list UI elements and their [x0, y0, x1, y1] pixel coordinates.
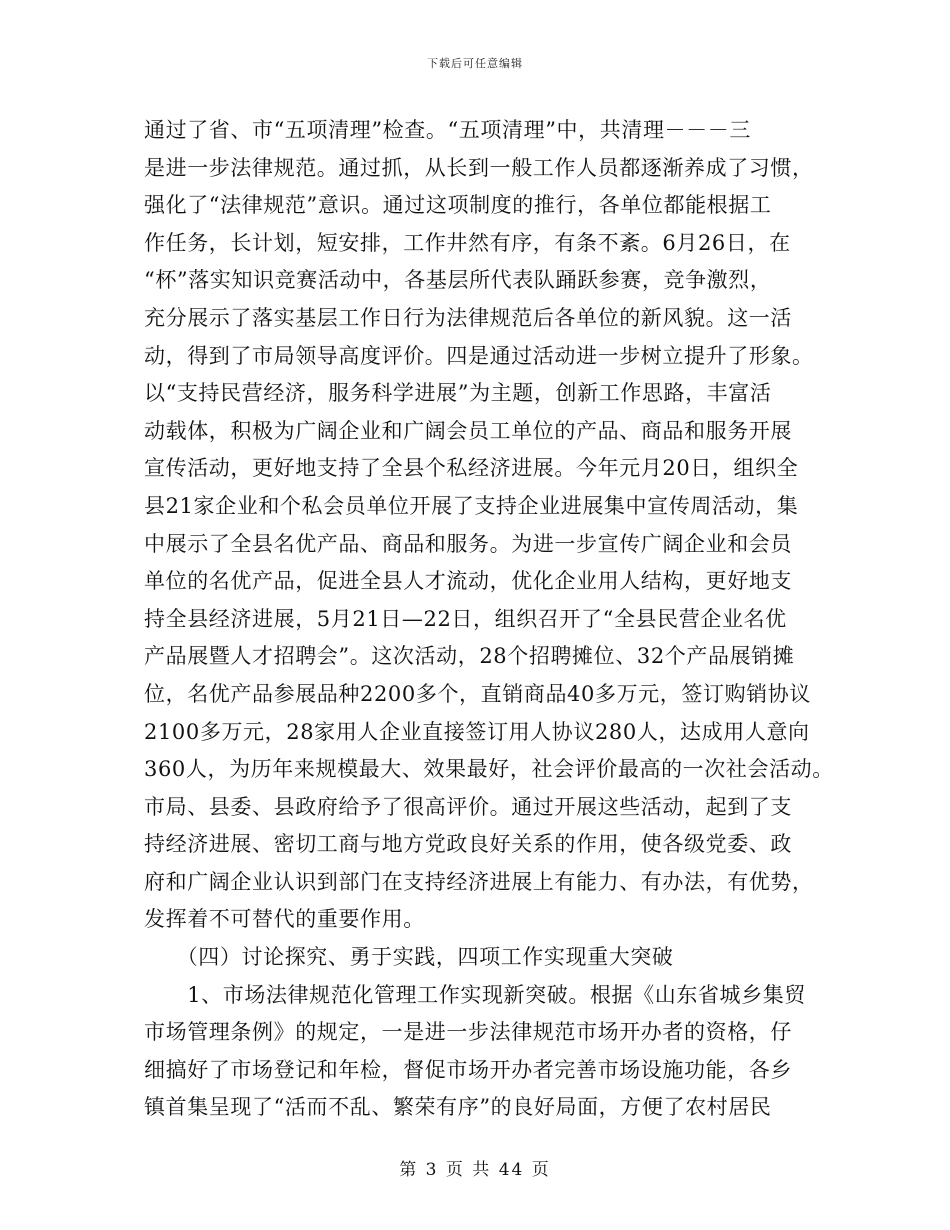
- section-heading: （四）讨论探究、勇于实践，四项工作实现重大突破: [144, 945, 674, 970]
- text-line: 细搞好了市场登记和年检，督促市场开办者完善市场设施功能，各乡: [144, 1057, 792, 1082]
- text-line: 持全县经济进展，5月21日—22日，组织召开了“全县民营企业名优: [144, 606, 787, 631]
- text-line: 宣传活动，更好地支持了全县个私经济进展。今年元月20日，组织全: [144, 456, 799, 481]
- text-line: 1、市场法律规范化管理工作实现新突破。根据《山东省城乡集贸: [144, 982, 806, 1007]
- text-line: 作任务，长计划，短安排，工作井然有序，有条不紊。6月26日，在: [144, 230, 791, 255]
- page-number: 第 3 页 共 44 页: [399, 1160, 551, 1180]
- text-line: 以“支持民营经济，服务科学进展”为主题，创新工作思路，丰富活: [144, 381, 772, 406]
- text-line: 位，名优产品参展品种2200多个，直销商品40多万元，签订购销协议: [144, 681, 811, 706]
- text-line: 发挥着不可替代的重要作用。: [144, 907, 425, 932]
- text-line: 持经济进展、密切工商与地方党政良好关系的作用，使各级党委、政: [144, 832, 792, 857]
- text-line: 市场管理条例》的规定，一是进一步法律规范市场开办者的资格，仔: [144, 1020, 792, 1045]
- text-line: 360人，为历年来规模最大、效果最好，社会评价最高的一次社会活动。: [144, 757, 834, 782]
- text-line: 动，得到了市局领导高度评价。四是通过活动进一步树立提升了形象。: [144, 343, 814, 368]
- text-line: “杯”落实知识竞赛活动中，各基层所代表队踊跃参赛，竞争激烈，: [144, 268, 772, 293]
- text-line: 府和广阔企业认识到部门在支持经济进展上有能力、有办法，有优势，: [144, 869, 814, 894]
- text-line: 动载体，积极为广阔企业和广阔会员工单位的产品、商品和服务开展: [144, 418, 792, 443]
- text-line: 产品展暨人才招聘会”。这次活动，28个招聘摊位、32个产品展销摊: [144, 644, 795, 669]
- text-line: 强化了“法律规范”意识。通过这项制度的推行，各单位都能根据工: [144, 193, 772, 218]
- document-body: [144, 112, 834, 1127]
- page-header: 下载后可任意编辑: [427, 57, 523, 70]
- text-line: 单位的名优产品，促进全县人才流动，优化企业用人结构，更好地支: [144, 569, 792, 594]
- text-line: 县21家企业和个私会员单位开展了支持企业进展集中宣传周活动，集: [144, 493, 799, 518]
- text-line: 中展示了全县名优产品、商品和服务。为进一步宣传广阔企业和会员: [144, 531, 792, 556]
- text-line: 镇首集呈现了“活而不乱、繁荣有序”的良好局面，方便了农村居民: [144, 1095, 772, 1120]
- text-line: 市局、县委、县政府给予了很高评价。通过开展这些活动，起到了支: [144, 794, 792, 819]
- text-line: 通过了省、市“五项清理”检查。“五项清理”中，共清理－－－三: [144, 118, 751, 142]
- text-line: 充分展示了落实基层工作日行为法律规范后各单位的新风貌。这一活: [144, 305, 792, 330]
- text-line: 是进一步法律规范。通过抓，从长到一般工作人员都逐渐养成了习惯，: [144, 155, 814, 180]
- text-line: 2100多万元，28家用人企业直接签订用人协议280人，达成用人意向: [144, 719, 810, 744]
